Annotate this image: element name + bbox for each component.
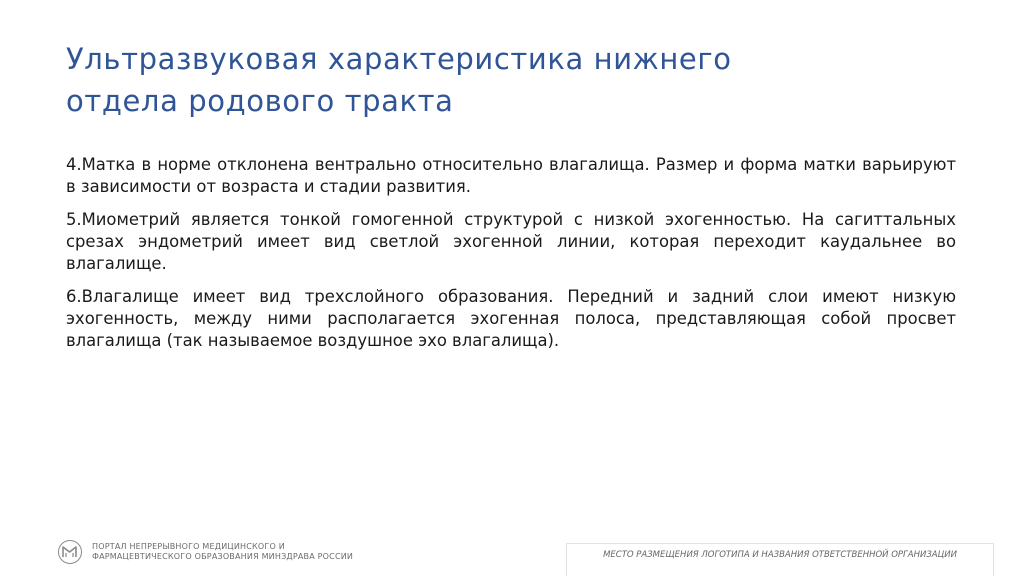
- portal-footer: [58, 540, 353, 564]
- slide-title-line-2: отдела родового тракта: [66, 84, 454, 118]
- paragraph-6: 6.Влагалище имеет вид трехслойного образования. Передний и задний слои имеют низкую эхогенность, между ними располагается эхогенная полоса, представляющая собой просвет влагалища (так называемое воздушное эхо влагалища).: [66, 287, 956, 350]
- slide-title: [66, 38, 966, 122]
- slide-title-line-1: Ультразвуковая характеристика нижнего: [66, 42, 732, 76]
- organization-logo-placeholder: МЕСТО РАЗМЕЩЕНИЯ ЛОГОТИПА И НАЗВАНИЯ ОТВЕТСТВЕННОЙ ОРГАНИЗАЦИИ: [566, 543, 994, 576]
- portal-logo-icon: [58, 540, 82, 564]
- paragraph-4: 4.Матка в норме отклонена вентрально относительно влагалища. Размер и форма матки варьируют в зависимости от возраста и стадии развития.: [66, 155, 956, 196]
- portal-name-line-2: ФАРМАЦЕВТИЧЕСКОГО ОБРАЗОВАНИЯ МИНЗДРАВА РОССИИ: [92, 552, 354, 561]
- portal-name: [92, 542, 353, 562]
- paragraph-5: 5.Миометрий является тонкой гомогенной структурой с низкой эхогенностью. На сагиттальных срезах эндометрий имеет вид светлой эхогенной линии, которая переходит каудальнее во влагалище.: [66, 210, 956, 273]
- portal-name-line-1: ПОРТАЛ НЕПРЕРЫВНОГО МЕДИЦИНСКОГО И: [92, 542, 285, 551]
- slide-body: [66, 154, 956, 363]
